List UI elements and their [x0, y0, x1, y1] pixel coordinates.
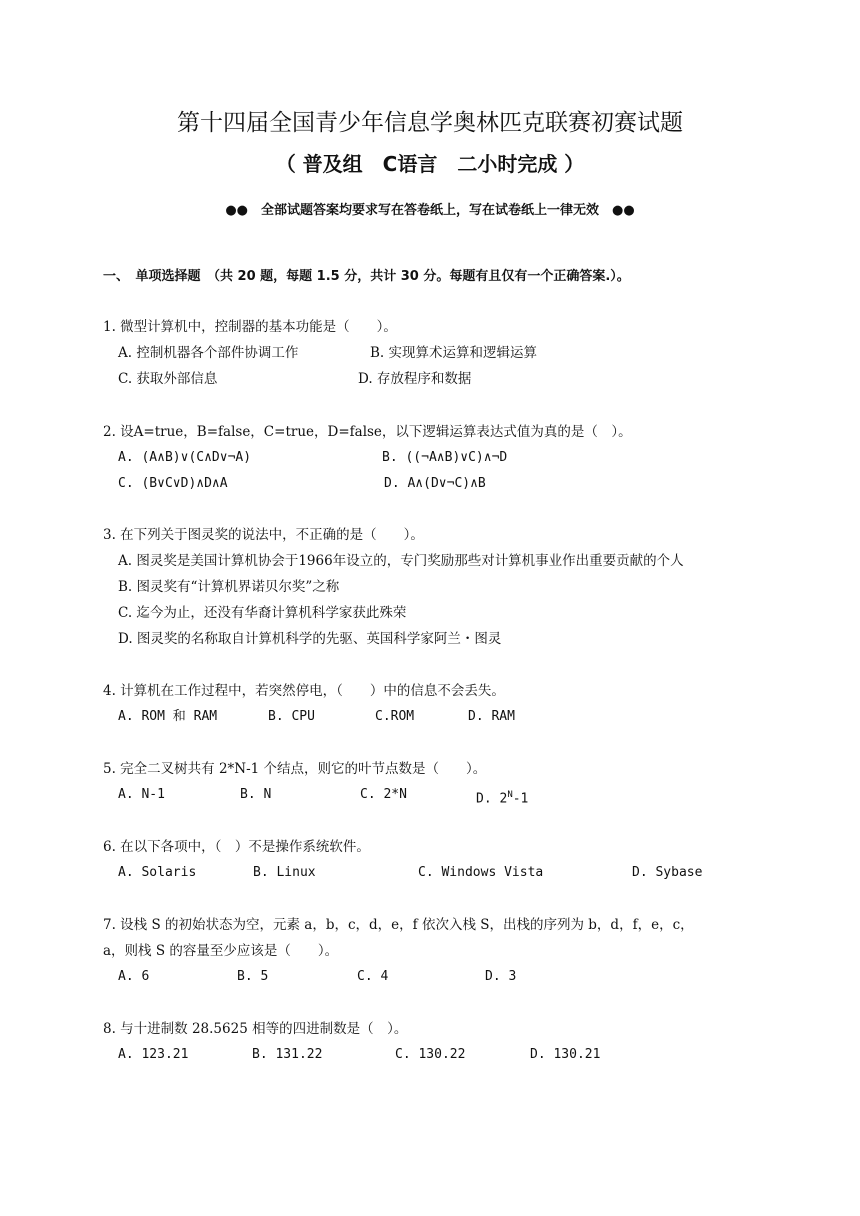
- question-7-option-d: D. 3: [485, 969, 517, 984]
- question-1-option-a: A. 控制机器各个部件协调工作: [118, 345, 299, 361]
- question-1-option-d: D. 存放程序和数据: [358, 371, 472, 387]
- question-8-stem: 8. 与十进制数 28.5625 相等的四进制数是（ ）。: [103, 1021, 408, 1037]
- question-2-option-c: C. (B∨C∨D)∧D∧A: [118, 476, 228, 491]
- question-6-option-d: D. Sybase: [632, 865, 703, 880]
- question-3-option-a: A. 图灵奖是美国计算机协会于1966年设立的，专门奖励那些对计算机事业作出重要贡献的个人: [118, 553, 684, 569]
- question-7-stem-line-2: a，则栈 S 的容量至少应该是（ ）。: [103, 943, 339, 959]
- question-5-option-a: A. N-1: [118, 787, 165, 802]
- question-3-stem: 3. 在下列关于图灵奖的说法中，不正确的是（ ）。: [103, 527, 424, 543]
- question-5-option-d: [476, 786, 528, 808]
- question-7-option-b: B. 5: [237, 969, 269, 984]
- question-3-option-b: B. 图灵奖有“计算机界诺贝尔奖”之称: [118, 579, 340, 595]
- question-4-stem: 4. 计算机在工作过程中，若突然停电，（ ）中的信息不会丢失。: [103, 683, 505, 699]
- question-5-option-d-prefix: D. 2: [476, 791, 508, 807]
- question-2-stem: 2. 设A=true，B=false，C=true，D=false，以下逻辑运算表达式值为真的是（ ）。: [103, 424, 632, 440]
- question-8-option-b: B. 131.22: [252, 1047, 323, 1062]
- question-7-option-c: C. 4: [357, 969, 389, 984]
- question-6-option-a: A. Solaris: [118, 865, 197, 880]
- exam-subtitle: （ 普及组 C语言 二小时完成 ）: [275, 152, 585, 176]
- question-4-option-b: B. CPU: [268, 709, 315, 724]
- question-4-option-d: D. RAM: [468, 709, 515, 724]
- question-5-option-c: C. 2*N: [360, 787, 407, 802]
- question-4-option-c: C.ROM: [375, 709, 415, 724]
- question-5-stem: 5. 完全二叉树共有 2*N-1 个结点，则它的叶节点数是（ ）。: [103, 761, 487, 777]
- question-1-stem: 1. 微型计算机中，控制器的基本功能是（ ）。: [103, 319, 397, 335]
- question-1-option-c: C. 获取外部信息: [118, 371, 218, 387]
- question-6-option-c: C. Windows Vista: [418, 865, 544, 880]
- question-6-option-b: B. Linux: [253, 865, 316, 880]
- question-5-option-d-suffix: -1: [512, 791, 529, 807]
- exam-title: 第十四届全国青少年信息学奥林匹克联赛初赛试题: [177, 110, 683, 136]
- question-7-option-a: A. 6: [118, 969, 150, 984]
- question-7-stem-line-1: 7. 设栈 S 的初始状态为空，元素 a，b，c，d，e，f 依次入栈 S，出栈的序列为 b，d，f，e，c，: [103, 917, 694, 933]
- section-heading: 一、 单项选择题 （共 20 题，每题 1.5 分，共计 30 分。每题有且仅有一个正确答案.）。: [103, 269, 630, 284]
- question-6-stem: 6. 在以下各项中，（ ）不是操作系统软件。: [103, 839, 370, 855]
- question-3-option-c: C. 迄今为止，还没有华裔计算机科学家获此殊荣: [118, 605, 407, 621]
- question-5-option-d-exponent: N: [507, 790, 513, 800]
- question-4-option-a: A. ROM 和 RAM: [118, 709, 218, 724]
- answer-notice: ●● 全部试题答案均要求写在答卷纸上，写在试卷纸上一律无效 ●●: [225, 203, 635, 218]
- question-8-option-a: A. 123.21: [118, 1047, 189, 1062]
- question-2-option-a: A. (A∧B)∨(C∧D∨¬A): [118, 450, 252, 465]
- question-3-option-d: D. 图灵奖的名称取自计算机科学的先驱、英国科学家阿兰・图灵: [118, 631, 502, 647]
- question-8-option-c: C. 130.22: [395, 1047, 466, 1062]
- question-2-option-b: B. ((¬A∧B)∨C)∧¬D: [382, 450, 508, 465]
- question-5-option-b: B. N: [240, 787, 272, 802]
- question-2-option-d: D. A∧(D∨¬C)∧B: [384, 476, 486, 491]
- question-1-option-b: B. 实现算术运算和逻辑运算: [370, 345, 538, 361]
- question-8-option-d: D. 130.21: [530, 1047, 601, 1062]
